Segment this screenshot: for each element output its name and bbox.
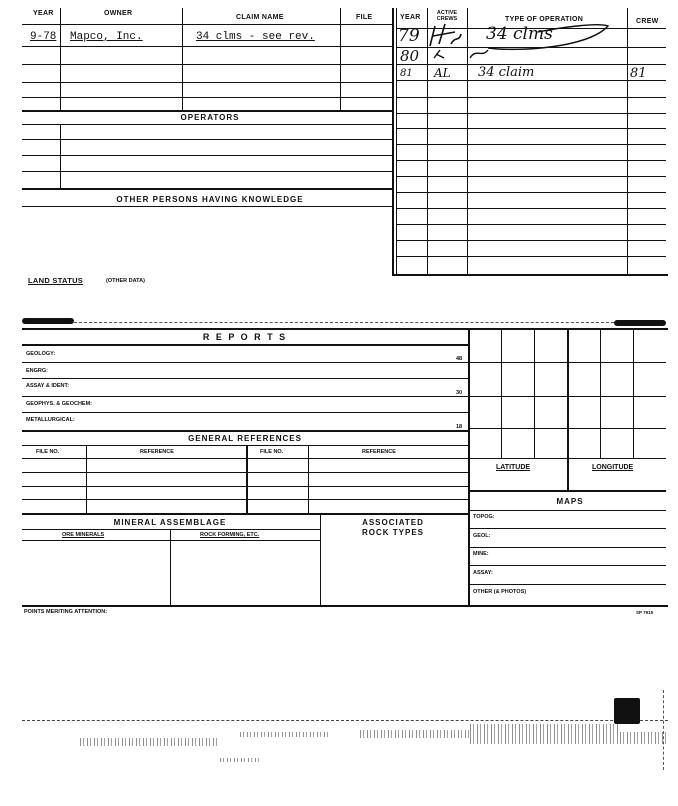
activity-year-80: 80 xyxy=(400,47,420,65)
handwritten-loop xyxy=(478,18,618,54)
reference-header-2: REFERENCE xyxy=(362,449,396,455)
associated-label-1: ASSOCIATED xyxy=(362,518,424,527)
maps-mine: MINE: xyxy=(473,551,489,557)
year-header: YEAR xyxy=(33,10,54,17)
longitude-label: LONGITUDE xyxy=(592,464,634,471)
handwritten-checks xyxy=(430,44,490,62)
maps-other: OTHER (& PHOTOS) xyxy=(473,589,527,595)
claim-name-header: CLAIM NAME xyxy=(236,14,284,21)
crew-header: CREW xyxy=(636,18,659,25)
mineral-assemblage-title: MINERAL ASSEMBLAGE xyxy=(113,518,227,527)
reports-geology: GEOLOGY: xyxy=(26,351,56,357)
owner-header: OWNER xyxy=(104,10,133,17)
file-no-header-1: FILE NO. xyxy=(36,449,60,455)
activity-year-81: 81 xyxy=(400,68,413,79)
general-references-title: GENERAL REFERENCES xyxy=(188,434,302,443)
maps-assay: ASSAY: xyxy=(473,570,493,576)
maps-geol: GEOL: xyxy=(473,533,491,539)
maps-topog: TOPOG: xyxy=(473,514,495,520)
reports-geophys: GEOPHYS. & GEOCHEM: xyxy=(26,401,93,407)
reports-assay-code: 30 xyxy=(456,390,463,396)
activity-crew-81: 81 xyxy=(630,66,647,81)
land-status-label: LAND STATUS xyxy=(28,276,84,285)
operators-label: OPERATORS xyxy=(180,113,240,122)
maps-title: MAPS xyxy=(556,497,584,506)
reference-header-1: REFERENCE xyxy=(140,449,174,455)
ore-minerals-header: ORE MINERALS xyxy=(62,532,105,538)
activity-operation-81: 34 claim xyxy=(478,65,535,80)
land-status-sub: (OTHER DATA) xyxy=(106,278,145,284)
points-meriting-attention: POINTS MERITING ATTENTION: xyxy=(24,609,108,615)
active-crews-header: ACTIVE CREWS xyxy=(436,10,458,22)
activity-crews-81: AL xyxy=(434,66,451,80)
activity-year-header: YEAR xyxy=(400,14,421,21)
activity-operation-79: 34 clms xyxy=(486,24,553,44)
reports-assay: ASSAY & IDENT: xyxy=(26,383,70,389)
reports-engrg: ENGRG: xyxy=(26,368,48,374)
activity-year-79: 79 xyxy=(398,26,420,46)
form-number: SP 7915 xyxy=(636,610,654,615)
other-persons-label: OTHER PERSONS HAVING KNOWLEDGE xyxy=(116,195,304,204)
rock-forming-header: ROCK FORMING, ETC. xyxy=(200,532,260,538)
reports-title: R E P O R T S xyxy=(202,332,288,342)
file-header: FILE xyxy=(356,14,373,21)
claim-owner: Mapco, Inc. xyxy=(70,31,143,43)
reports-metallurgical-code: 18 xyxy=(456,424,463,430)
claim-year: 9-78 xyxy=(30,31,57,43)
file-no-header-2: FILE NO. xyxy=(260,449,284,455)
latitude-label: LATITUDE xyxy=(496,464,531,471)
claim-name: 34 clms - see rev. xyxy=(196,31,315,43)
reports-metallurgical: METALLURGICAL: xyxy=(26,417,75,423)
type-of-operation-header: TYPE OF OPERATION xyxy=(505,16,584,23)
reports-geology-code: 48 xyxy=(456,356,463,362)
associated-label-2: ROCK TYPES xyxy=(361,528,424,537)
